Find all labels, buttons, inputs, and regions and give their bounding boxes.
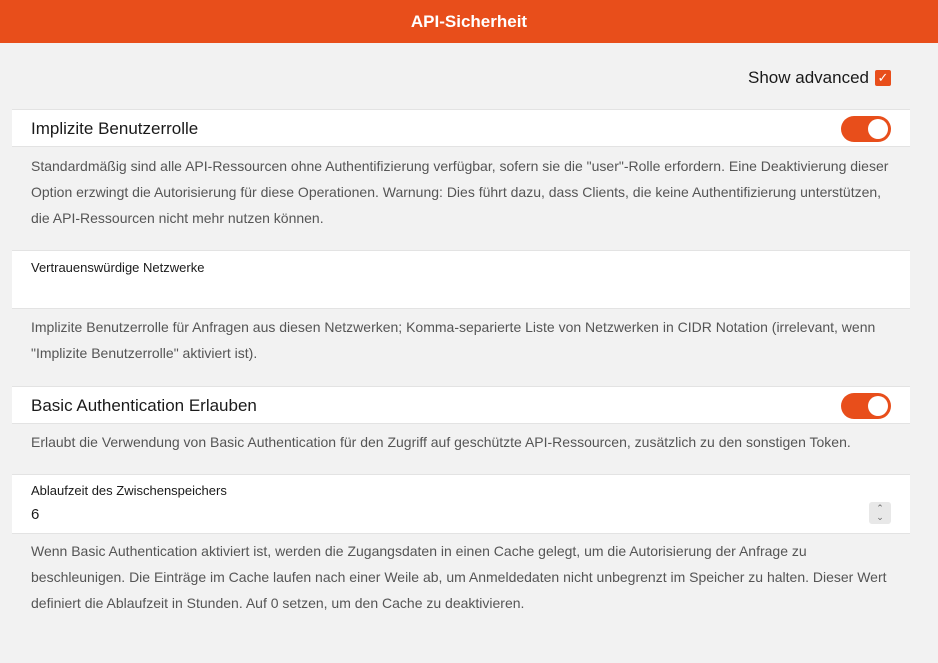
show-advanced-checkbox[interactable] [875, 70, 891, 86]
show-advanced-toggle[interactable] [748, 67, 891, 89]
show-advanced-label: Show advanced [748, 68, 869, 87]
chevron-up-icon[interactable]: ⌃ [876, 503, 884, 513]
basic-auth-switch[interactable] [841, 393, 891, 419]
trusted-networks-description: Implizite Benutzerrolle für Anfragen aus diesen Netzwerken; Komma-separierte Liste von Netzwerken in CIDR Notation (irrelevant, wenn "Implizite Benutzerrolle" aktiviert ist). [31, 319, 876, 361]
cache-expiry-description: Wenn Basic Authentication aktiviert ist, werden die Zugangsdaten in einen Cache gelegt, um die Autorisierung der Anfrage zu beschleunigen. Die Einträge im Cache laufen nach einer Weile ab, um Anmeldedaten nicht unbegrenzt im Speicher zu halten. Dieser Wert definiert die Ablaufzeit in Stunden. Auf 0 setzen, um den Cache zu deaktivieren. [31, 543, 887, 611]
implicit-role-label: Implizite Benutzerrolle [31, 119, 199, 138]
implicit-role-row [12, 109, 910, 147]
trusted-networks-field[interactable] [12, 250, 910, 309]
basic-auth-description: Erlaubt die Verwendung von Basic Authentication für den Zugriff auf geschützte API-Ressourcen, zusätzlich zu den sonstigen Token. [31, 434, 851, 450]
chevron-down-icon[interactable]: ⌄ [876, 512, 884, 522]
cache-expiry-label: Ablaufzeit des Zwischenspeichers [31, 483, 227, 498]
basic-auth-row [12, 386, 910, 424]
cache-expiry-input[interactable]: 6 [31, 506, 40, 523]
number-spinner[interactable] [869, 502, 891, 524]
window-title: API-Sicherheit [410, 11, 528, 31]
basic-auth-label: Basic Authentication Erlauben [31, 396, 257, 415]
implicit-role-switch[interactable] [841, 116, 891, 142]
switch-knob [868, 396, 888, 416]
window-title-bar [0, 0, 938, 43]
implicit-role-description: Standardmäßig sind alle API-Ressourcen ohne Authentifizierung verfügbar, sofern sie die "user"-Rolle erfordern. Eine Deaktivierung dieser Option erzwingt die Autorisierung für diese Operationen. Warnung: Dies führt dazu, dass Clients, die keine Authentifizierung unterstützen, die API-Ressourcen nicht mehr nutzen können. [31, 158, 889, 226]
checkmark-icon: ✓ [877, 70, 889, 85]
cache-expiry-field[interactable] [12, 474, 910, 534]
trusted-networks-label: Vertrauenswürdige Netzwerke [31, 260, 205, 275]
switch-knob [868, 119, 888, 139]
